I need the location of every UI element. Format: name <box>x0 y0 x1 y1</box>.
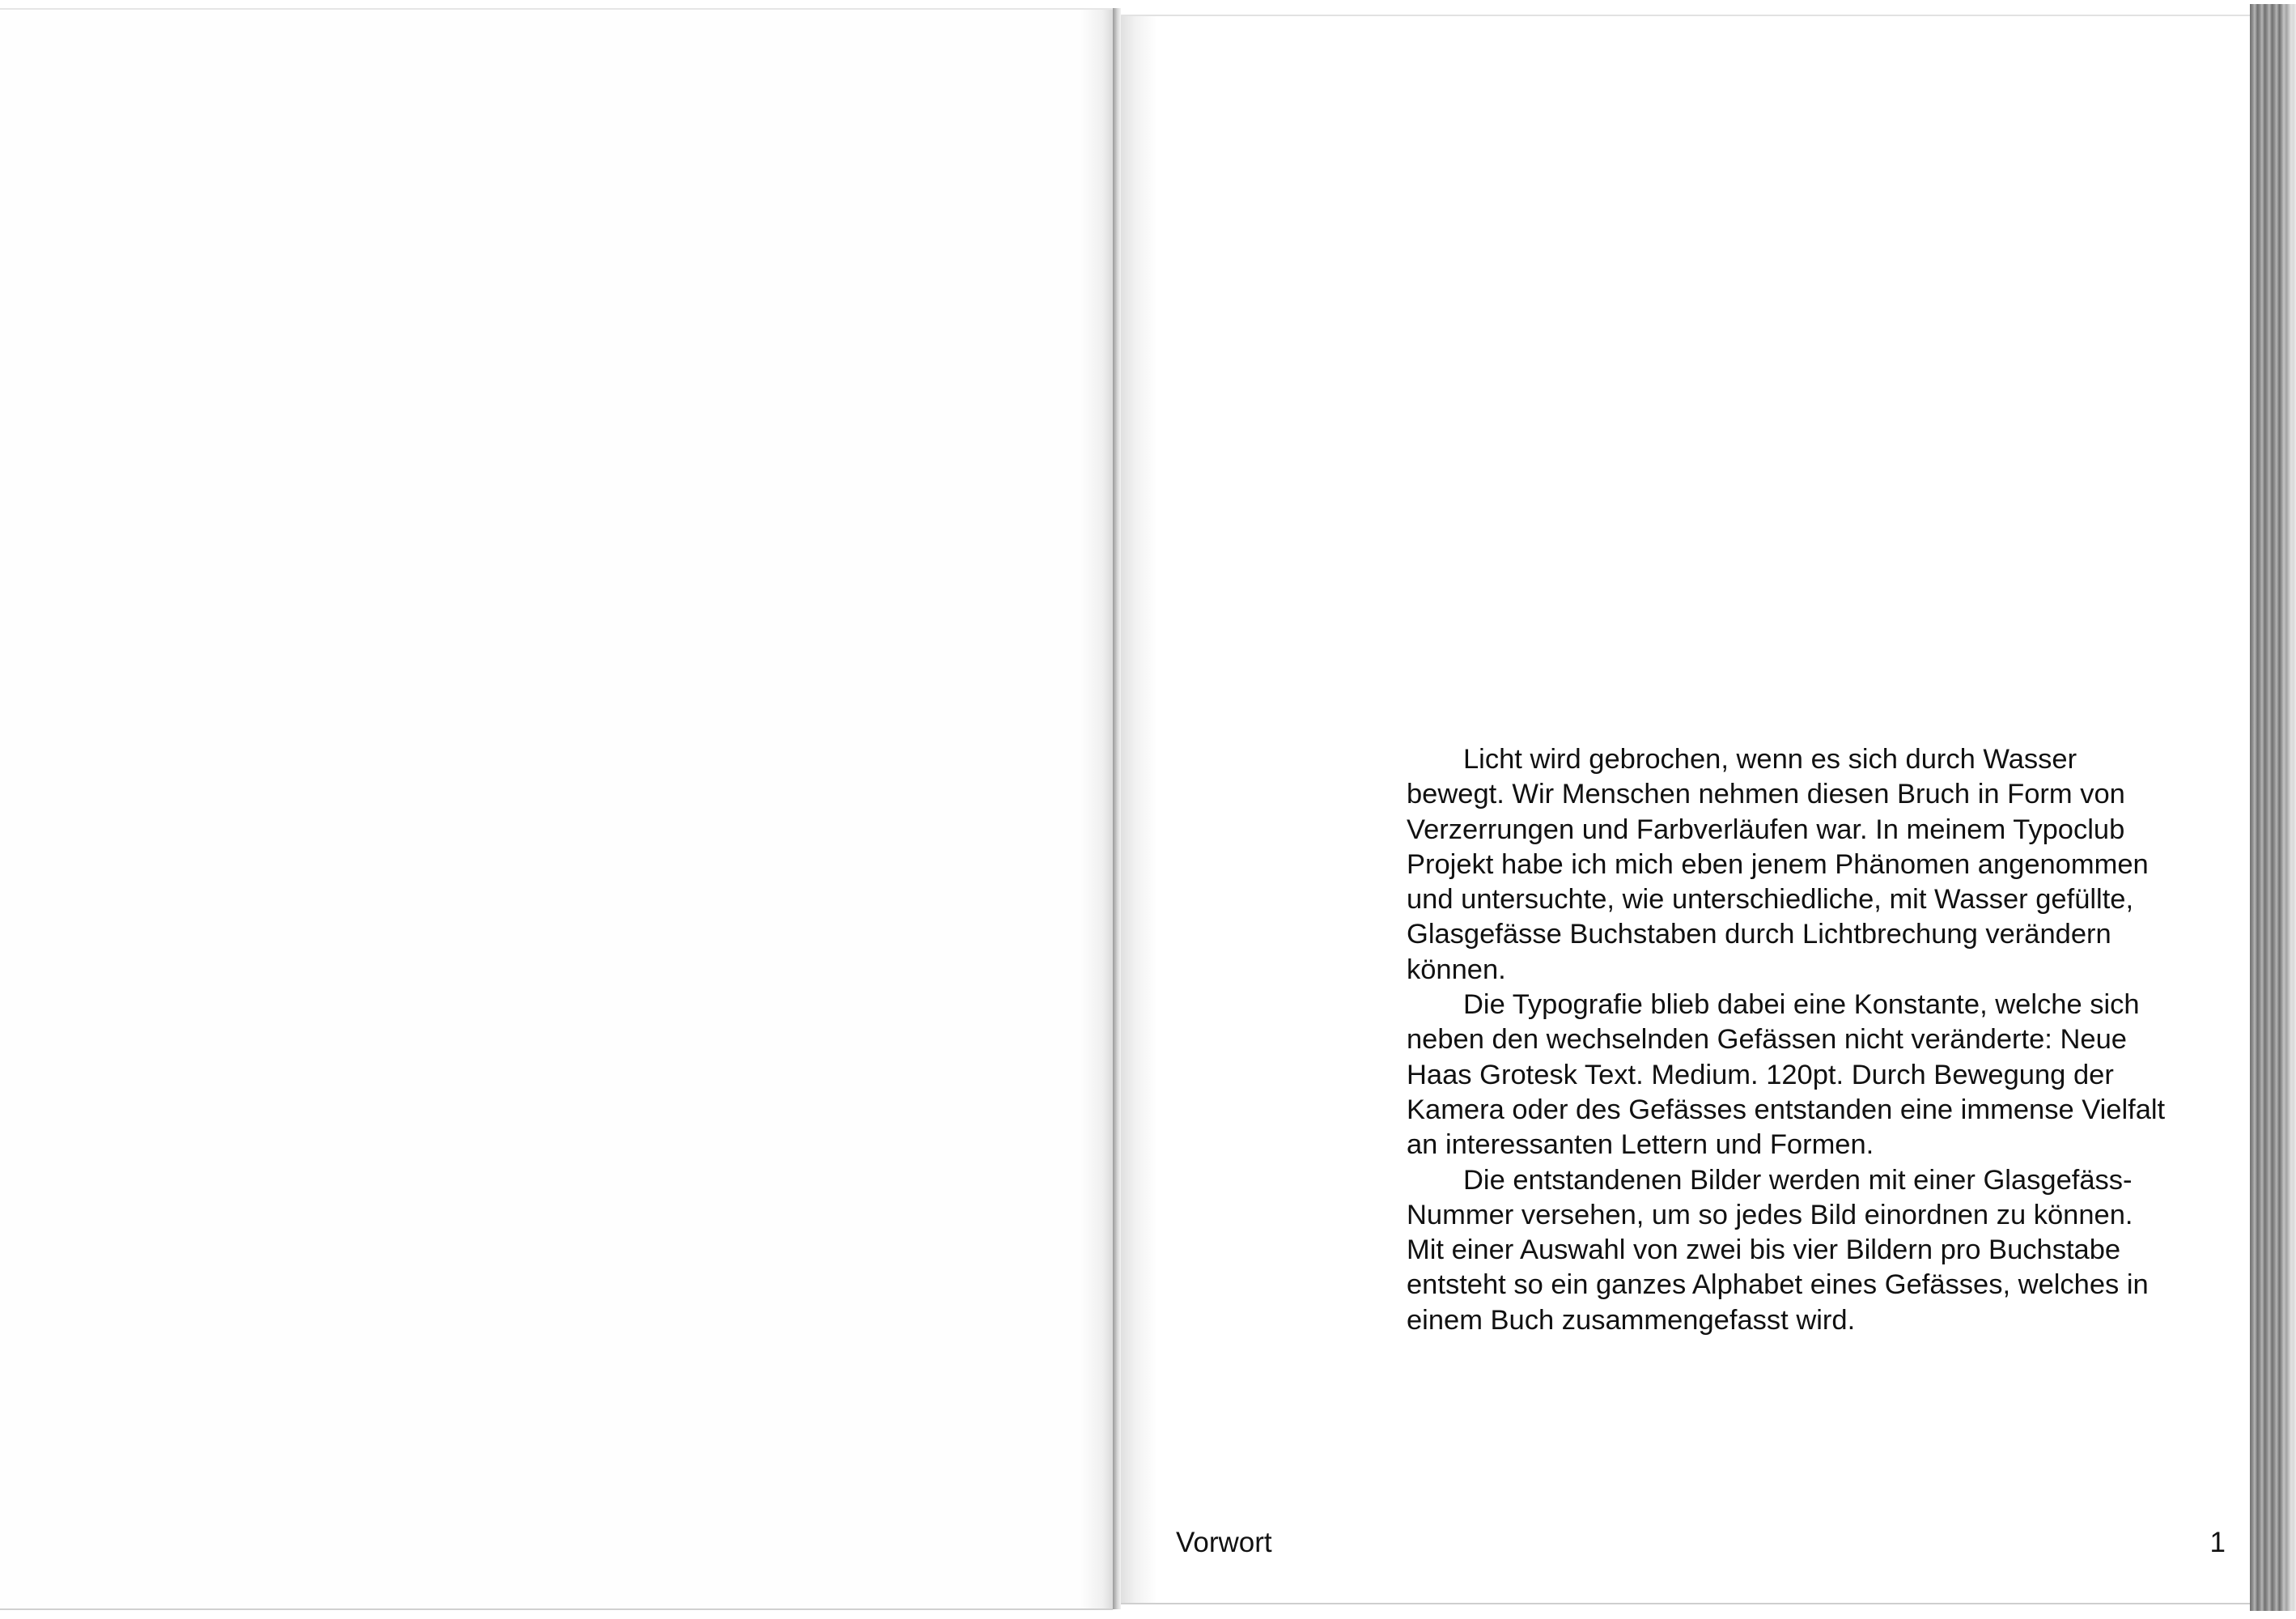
foreword-paragraph-2: Die Typografie blieb dabei eine Konstante, welche sich neben den wechselnden Gefässen nicht veränderte: Neue Haas Grotesk Text. Medium. 120pt. Durch Bewegung der Kamera oder des Gefässes entstanden eine immense Vielfalt an interessanten Lettern und Formen. <box>1407 989 2166 1161</box>
right-page-gutter-shadow <box>1121 16 1157 1603</box>
left-page-blank <box>0 8 1113 1610</box>
foreword-paragraph-3: Die entstandenen Bilder werden mit einer Glasgefäss-Nummer versehen, um so jedes Bild einordnen zu können. Mit einer Auswahl von zwei bis vier Bildern pro Buchstabe entsteht so ein ganzes Alphabet eines Gefässes, welches in einem Buch zusammengefasst wird. <box>1407 1164 2149 1336</box>
left-page-gutter-shadow <box>1080 10 1113 1608</box>
book-gutter <box>1113 8 1121 1609</box>
foreword-paragraph-1: Licht wird gebrochen, wenn es sich durch Wasser bewegt. Wir Menschen nehmen diesen Bruch in Form von Verzerrungen und Farbverläufen war. In meinem Typoclub Projekt habe ich mich eben jenem Phänomen angenommen und untersuchte, wie unterschiedliche, mit Wasser gefüllte, Glasgefässe Buchstaben durch Lichtbrechung verändern können. <box>1407 744 2149 985</box>
page-block-edge <box>2250 4 2296 1611</box>
page-number: 1 <box>2209 1527 2226 1558</box>
running-head: Vorwort <box>1176 1527 1272 1558</box>
foreword-body-text <box>1407 742 2167 1338</box>
page-edge-fade <box>2280 4 2296 1611</box>
